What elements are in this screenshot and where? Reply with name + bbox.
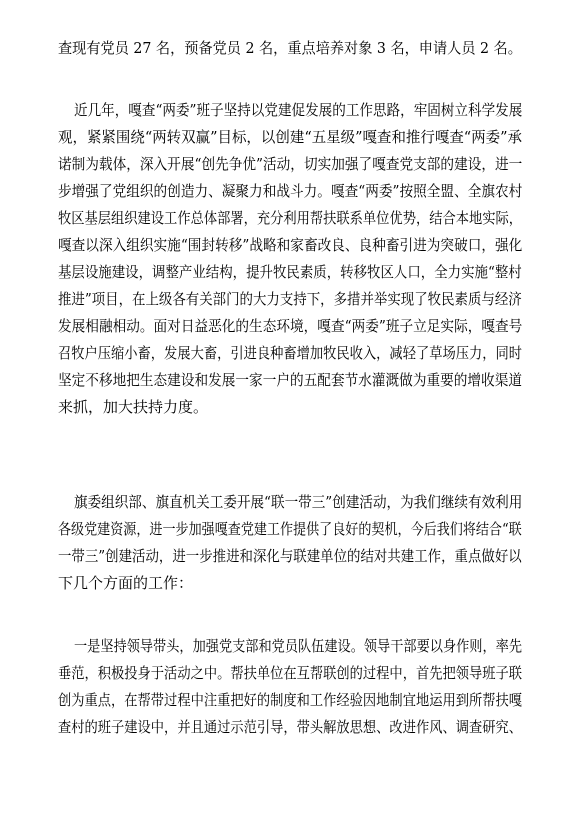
text-line: 基层设施建设，调整产业结构，提升牧民素质，转移牧区人口，全力实施“整村: [58, 263, 522, 281]
text-line: 一带三”创建活动，进一步推进和深化与联建单位的结对共建工作，重点做好以: [58, 547, 522, 565]
text-line: 观，紧紧围绕“两转双赢”目标，以创建“五星级”嘎查和推行嘎查“两委”承: [58, 128, 523, 146]
text-line: 坚定不移地把生态建设和发展一家一户的五配套节水灌溉做为重要的增收渠道: [58, 371, 523, 389]
text-line: 一是坚持领导带头，加强党支部和党员队伍建设。领导干部要以身作则，率先: [74, 637, 523, 655]
text-line: 垂范，积极投身于活动之中。帮扶单位在互帮联创的过程中，首先把领导班子联: [58, 664, 523, 682]
text-line: 嘎查以深入组织实施“围封转移”战略和家畜改良、良种畜引进为突破口，强化: [58, 236, 523, 254]
text-line: 查现有党员 27 名，预备党员 2 名，重点培养对象 3 名，申请人员 2 名。: [58, 39, 522, 57]
text-line: 诺制为载体，深入开展“创先争优”活动，切实加强了嘎查党支部的建设，进一: [58, 155, 523, 173]
text-line: 查村的班子建设中，并且通过示范引导，带头解放思想、改进作风、调查研究、: [58, 718, 523, 736]
text-line: 步增强了党组织的创造力、凝聚力和战斗力。嘎查“两委”按照全盟、全旗农村: [58, 182, 523, 200]
text-line: 旗委组织部、旗直机关工委开展“联一带三”创建活动，为我们继续有效利用: [74, 493, 523, 511]
text-line: 推进”项目，在上级各有关部门的大力支持下，多措并举实现了牧民素质与经济: [58, 290, 522, 308]
text-line: 牧区基层组织建设工作总体部署，充分利用帮扶联系单位优势，结合本地实际，: [58, 209, 523, 227]
text-line: 下几个方面的工作：: [58, 574, 194, 592]
text-line: 发展相融相动。面对日益恶化的生态环境，嘎查“两委”班子立足实际，嘎查号: [58, 317, 523, 335]
text-line: 各级党建资源，进一步加强嘎查党建工作提供了良好的契机，今后我们将结合“联: [58, 520, 522, 538]
text-line: 近几年，嘎查“两委”班子坚持以党建促发展的工作思路，牢固树立科学发展: [74, 101, 523, 119]
text-line: 创为重点，在帮带过程中注重把好的制度和工作经验因地制宜地运用到所帮扶嘎: [58, 691, 523, 709]
text-line: 召牧户压缩小畜，发展大畜，引进良种畜增加牧民收入，减轻了草场压力，同时: [58, 344, 523, 362]
text-line: 来抓，加大扶持力度。: [58, 398, 209, 416]
